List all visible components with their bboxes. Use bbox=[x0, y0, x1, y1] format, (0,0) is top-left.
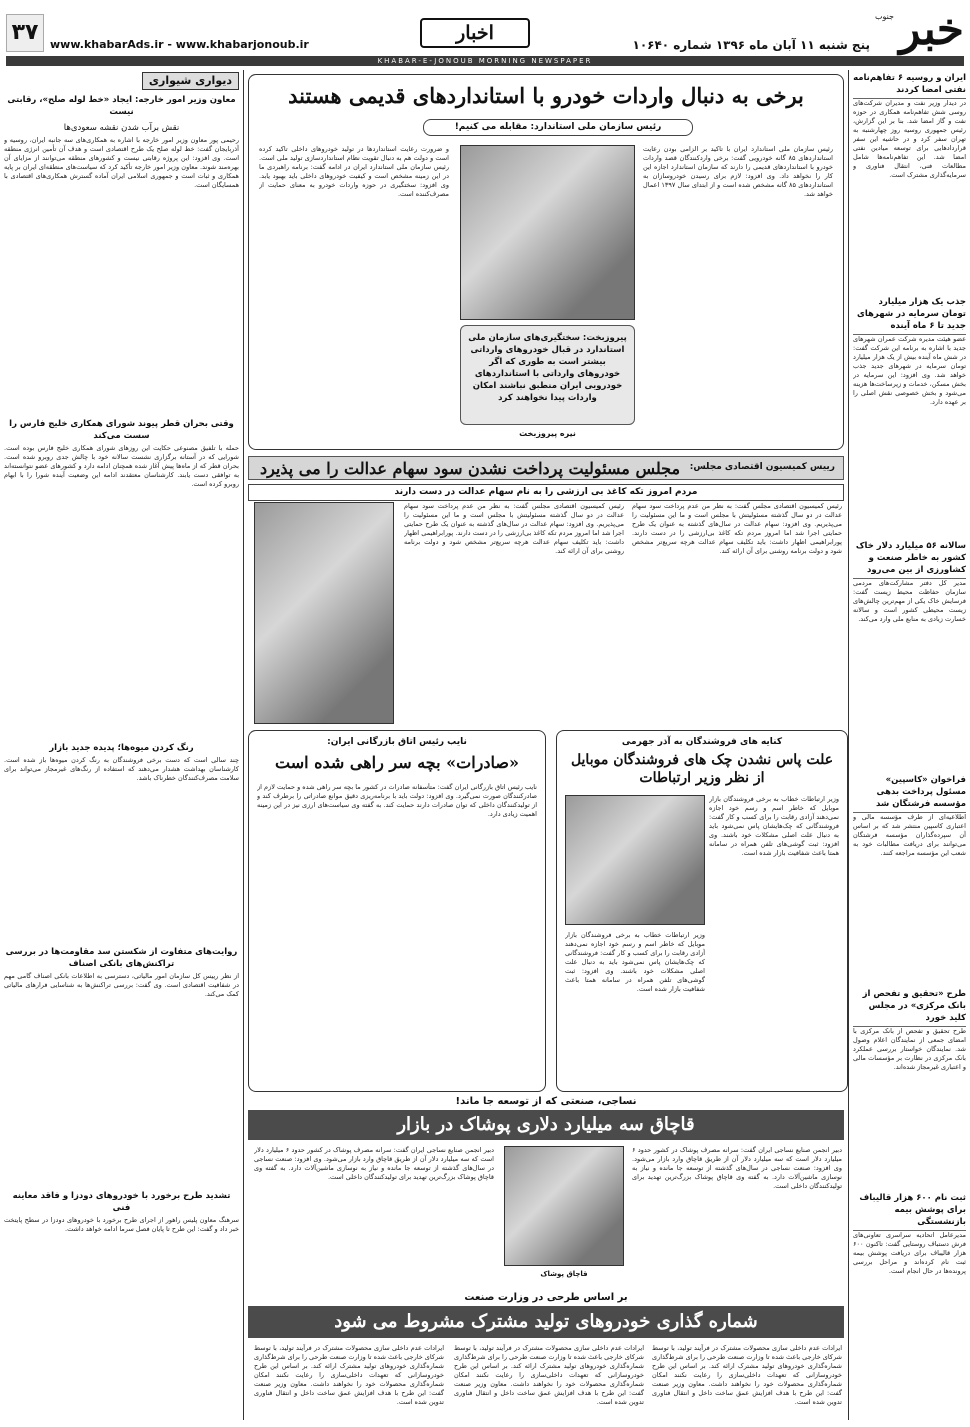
story-kicker: بر اساس طرحی در وزارت صنعت bbox=[464, 1292, 628, 1303]
column-story-text: سرهنگ معاون پلیس راهور از اجرای طرح برخورد با خودروهای دودزا در سطح پایتخت خبر داد و گفت: این طرح تا پایان فصل سرما ادامه خواهد داشت. bbox=[4, 1216, 239, 1233]
column-banner-label: دیواری شیواری bbox=[142, 72, 239, 90]
story-text: دبیر انجمن صنایع نساجی ایران گفت: سرانه مصرف پوشاک در کشور حدود ۶ میلیارد دلار است که سه میلیارد دلار آن از طریق قاچاق وارد بازار می‌شود. وی افزود: صنعت نساجی در سال‌های گذشته از توسعه جا مانده و نیاز به نوسازی ماشین‌آلات دارد. به گفته وی قاچاق پوشاک بزرگ‌ترین تهدید برای تولیدکنندگان داخلی است. bbox=[632, 1146, 842, 1190]
story-photo bbox=[504, 1146, 624, 1266]
story-text-3: ایرادات عدم داخلی سازی محصولات مشترک در فرآیند تولید، با توسط شرکای خارجی باعث شده تا وزارت صنعت طرحی را برای شرط‌گذاری شماره‌گذاری خودروهای تولید مشترک ارائه کند. بر اساس این طرح خودروسازانی که تعهدات داخلی‌سازی را رعایت نکنند امکان شماره‌گذاری محصولات خود را نخواهند داشت. معاون وزیر صنعت گفت: این طرح با هدف افزایش عمق ساخت داخل و انتقال فناوری تدوین شده است. bbox=[254, 1344, 444, 1406]
story-text-2: رئیس کمیسیون اقتصادی مجلس گفت: به نظر من عدم پرداخت سود سهام عدالت در دو سال گذشته مسئولیتش با مجلس است و ما این مسئولیت را می‌پذیریم. وی افزود: سهام عدالت در سال‌های گذشته به عنوان یک طرح حمایتی اجرا شد اما امروز مردم تکه کاغذ بی‌ارزشی را در دست دارند. پورابراهیمی اظهار داشت: باید تکلیف سهام عدالت هرچه سریع‌تر مشخص شود و دولت برنامه روشنی برای آن ارائه کند. bbox=[404, 502, 624, 555]
story-label: رییس کمیسیون اقتصادی مجلس: bbox=[689, 462, 835, 472]
story-text: نایب رئیس اتاق بازرگانی ایران گفت: متأسفانه صادرات در کشور ما بچه سر راهی شده و حمایت لازم از صادرکنندگان صورت نمی‌گیرد. وی افزود: دولت باید با برنامه‌ریزی دقیق موانع صادراتی را برطرف کند و از تولیدکنندگان داخلی که توان صادرات دارند حمایت کند. به گفته وی سیاست‌های ارزی نیز در این زمینه اهمیت زیادی دارد. bbox=[257, 783, 537, 818]
website-links[interactable]: www.khabarAds.ir - www.khabarjonoub.ir bbox=[50, 38, 309, 51]
sidebar-story bbox=[853, 1190, 966, 1410]
photo-caption: نیره پیروزبخت bbox=[519, 429, 576, 438]
column-story bbox=[4, 946, 239, 1186]
story-headline[interactable]: علت پاس نشدن چک های فروشندگان موبایل از نظر وزیر ارتباطات bbox=[570, 752, 834, 786]
story-text-right: رئیس سازمان ملی استاندارد ایران با تاکید بر الزامی بودن رعایت استانداردهای ۸۵ گانه خودرویی گفت: برخی واردکنندگان قصد واردات خودرو با استانداردهای قدیمی را دارند که سازمان استاندارد اجازه این کار را نخواهد داد. وی افزود: لازم برای رسیدن خودروسازان به استانداردهای ۸۵ گانه مشخص شده است و از ابتدای سال ۱۳۹۷ اعمال خواهد شد. bbox=[643, 145, 833, 198]
sidebar-story bbox=[853, 70, 966, 290]
story-standards bbox=[248, 74, 844, 450]
masthead-strip: KHABAR-E-JONOUB MORNING NEWSPAPER bbox=[6, 56, 964, 66]
column-story-title: روایت‌های متفاوت از شکستن سد مقاومت‌ها در بررسی تراکنش‌های بانکی اصناف bbox=[5, 947, 238, 969]
logo-subtitle: جنوب bbox=[874, 12, 894, 21]
column-story-title: وقتی بحران قطر پیوند شورای همکاری خلیج فارس را سست می‌کند bbox=[9, 419, 234, 441]
story-parliament-header bbox=[248, 456, 844, 480]
section-title: اخبار bbox=[420, 18, 530, 48]
sidebar-story-title: جذب یک هزار میلیارد تومان سرمایه در شهرهای جدید تا ۶ ماه آینده bbox=[853, 294, 966, 335]
column-story-subtitle: نقش برآب شدن نقشه سعودی‌ها bbox=[63, 123, 180, 133]
right-sidebar bbox=[848, 70, 966, 1420]
column-story-text: رحیمی پور معاون وزیر امور خارجه با اشاره به همکاری‌های سه جانبه ایران، روسیه و آذربایجان گفت: خط لوله صلح یک طرح اقتصادی است و هدف آن تأمین انرژی منطقه است. وی افزود: این پروژه رقابتی نیست و کشورهای منطقه می‌توانند از مزایای آن بهره‌مند شوند. معاون وزیر امور خارجه تأکید کرد که سیاست‌های منطقه‌ای ایران بر پایه همکاری و ثبات است و جمهوری اسلامی ایران آماده گسترش همکاری‌های اقتصادی با همسایگان است. bbox=[4, 136, 239, 189]
sidebar-story bbox=[853, 538, 966, 768]
left-column bbox=[4, 70, 244, 1420]
column-banner bbox=[4, 70, 239, 90]
sidebar-story-text: مدیر کل دفتر مشارکت‌های مردمی سازمان حفاظت محیط زیست گفت: فرسایش خاک یکی از مهم‌ترین چالش‌های زیست محیطی کشور است و سالانه خسارت زیادی به منابع ملی وارد می‌کند. bbox=[853, 579, 966, 623]
column-story bbox=[4, 94, 239, 414]
photo-caption: قاچاق پوشاک bbox=[540, 1270, 588, 1278]
story-headline[interactable]: قاچاق سه میلیارد دلاری پوشاک در بازار bbox=[397, 1114, 695, 1135]
story-headline[interactable]: برخی به دنبال واردات خودرو با استانداردهای قدیمی هستند bbox=[288, 83, 804, 108]
story-text: ایرادات عدم داخلی سازی محصولات مشترک در فرآیند تولید، با توسط شرکای خارجی باعث شده تا وزارت صنعت طرحی را برای شرط‌گذاری شماره‌گذاری خودروهای تولید مشترک ارائه کند. بر اساس این طرح خودروسازانی که تعهدات داخلی‌سازی را رعایت نکنند امکان شماره‌گذاری محصولات خود را نخواهند داشت. معاون وزیر صنعت گفت: این طرح با هدف افزایش عمق ساخت داخل و انتقال فناوری تدوین شده است. bbox=[652, 1344, 842, 1406]
sidebar-story-text: در دیدار وزیر نفت و مدیران شرکت‌های روسی شش تفاهم‌نامه همکاری در حوزه نفت و گاز امضا شد. بنا بر این گزارش، رئیس جمهوری روسیه روز چهارشنبه به تهران سفر کرد و در حاشیه این سفر قراردادهایی برای توسعه میادین نفتی امضا شد. این تفاهم‌نامه‌ها شامل مطالعات فنی، انتقال فناوری و سرمایه‌گذاری مشترک است. bbox=[853, 99, 966, 179]
column-story-title: تشدید طرح برخورد با خودروهای دودزا و فاقد معاینه فنی bbox=[12, 1191, 231, 1213]
sidebar-story-text: مدیرعامل اتحادیه سراسری تعاونی‌های فرش دستباف روستایی گفت: تاکنون ۶۰۰ هزار قالیباف برای دریافت پوشش بیمه ثبت نام کرده‌اند و مراحل بررسی پرونده‌ها در حال انجام است. bbox=[853, 1231, 966, 1275]
story-exports bbox=[248, 730, 546, 1092]
sidebar-story-text: اطلاعیه‌ای از طرف مؤسسه مالی و اعتباری کاسپین منتشر شد که بر اساس آن سپرده‌گذاران مؤسسه فرشتگان می‌توانند برای دریافت مطالبات خود به شعب این مؤسسه مراجعه کنند. bbox=[853, 813, 966, 857]
column-story bbox=[4, 1190, 239, 1420]
story-kicker: نایب رئیس اتاق بازرگانی ایران: bbox=[327, 737, 467, 747]
column-story-text: حمله با تلفیق مصنوعی حکایت این روزهای شورای همکاری خلیج فارس بوده است. شورایی که در آستانه برگزاری نشست سالانه خود با چالش جدی روبرو شده است. بحران قطر که از ماه‌ها پیش آغاز شده همچنان ادامه دارد و کشورهای عضو نتوانسته‌اند به توافقی دست یابند. کارشناسان معتقدند ادامه این وضعیت آینده شورا را با ابهام روبرو کرده است. bbox=[4, 444, 239, 488]
story-kicker: رئیس سازمان ملی استاندارد: مقابله می کنیم! bbox=[423, 119, 693, 136]
story-headline-band bbox=[248, 1110, 844, 1140]
story-photo bbox=[254, 502, 394, 724]
sidebar-story-title: طرح «تحقیق و تفحص از بانک مرکزی» در مجلس کلید خورد bbox=[853, 986, 966, 1027]
story-text-2: دبیر انجمن صنایع نساجی ایران گفت: سرانه مصرف پوشاک در کشور حدود ۶ میلیارد دلار است که سه میلیارد دلار آن از طریق قاچاق وارد بازار می‌شود. وی افزود: صنعت نساجی در سال‌های گذشته از توسعه جا مانده و نیاز به نوسازی ماشین‌آلات دارد. به گفته وی قاچاق پوشاک بزرگ‌ترین تهدید برای تولیدکنندگان داخلی است. bbox=[254, 1146, 494, 1181]
story-headline[interactable]: مجلس مسئولیت پرداخت نشدن سود سهام عدالت را می پذیرد bbox=[259, 459, 681, 478]
story-text-left: و ضرورت رعایت استانداردها در تولید خودروهای داخلی تاکید کرده است و دولت هم به دنبال تقویت نظام استانداردسازی تولید ملی است. رئیس سازمان ملی استاندارد ایران در ادامه گفت: برنامه راهبردی ما در این زمینه مشخص است و کیفیت خودروهای داخلی باید بهبود یابد. وی افزود: سختگیری در حوزه واردات خودرو به معنای حمایت از مصرف‌کننده است. bbox=[259, 145, 449, 198]
sidebar-story bbox=[853, 772, 966, 982]
column-story-title: رنگ کردن میوه‌ها؛ پدیده جدید بازار bbox=[49, 743, 194, 753]
issue-date: پنج شنبه ۱۱ آبان ماه ۱۳۹۶ شماره ۱۰۶۴۰ bbox=[632, 38, 870, 52]
story-photo bbox=[460, 145, 635, 320]
pull-quote: پیروزبخت: سختگیری‌های سازمان ملی استاندارد در قبال خودروهای وارداتی بیشتر است به طوری که اگر خودروهای وارداتی با استانداردهای خودرویی ایران منطبق نباشند امکان واردات پیدا نخواهند کرد bbox=[460, 325, 635, 425]
story-kicker: نساجی، صنعتی که از توسعه جا ماند! bbox=[455, 1096, 637, 1107]
sidebar-story bbox=[853, 986, 966, 1186]
sidebar-story-text: طرح تحقیق و تفحص از بانک مرکزی با امضای جمعی از نمایندگان اعلام وصول شد. نمایندگان خواستار بررسی عملکرد بانک مرکزی در نظارت بر مؤسسات مالی و اعتباری غیرمجاز شده‌اند. bbox=[853, 1027, 966, 1071]
sidebar-story-title: ثبت نام ۶۰۰ هزار قالیباف برای پوشش بیمه بازنشستگی bbox=[853, 1190, 966, 1231]
main-content bbox=[248, 70, 848, 1420]
story-photo bbox=[565, 795, 705, 925]
newspaper-logo[interactable] bbox=[874, 4, 964, 55]
story-text-2: ایرادات عدم داخلی سازی محصولات مشترک در فرآیند تولید، با توسط شرکای خارجی باعث شده تا وزارت صنعت طرحی را برای شرط‌گذاری شماره‌گذاری خودروهای تولید مشترک ارائه کند. بر اساس این طرح خودروسازانی که تعهدات داخلی‌سازی را رعایت نکنند امکان شماره‌گذاری محصولات خود را نخواهند داشت. معاون وزیر صنعت گفت: این طرح با هدف افزایش عمق ساخت داخل و انتقال فناوری تدوین شده است. bbox=[454, 1344, 644, 1406]
story-headline[interactable]: شماره گذاری خودروهای تولید مشترک مشروط می شود bbox=[334, 1311, 758, 1332]
sidebar-story bbox=[853, 294, 966, 534]
column-story bbox=[4, 418, 239, 738]
story-subhead: مردم امروز تکه کاغذ بی ارزشی را به نام سهام عدالت در دست دارند bbox=[248, 484, 844, 501]
story-text: وزیر ارتباطات خطاب به برخی فروشندگان بازار موبایل که خاطر اسم و رسم خود اجازه نمی‌دهند آزادی رقابت را برای کسب و کار گفت: فروشندگانی که چک‌هایشان پاس نمی‌شود باید به دنبال علت اصلی مشکلات خود باشند. وی افزود: ثبت گوشی‌های تلفن همراه در سامانه همتا باعث شفافیت بازار شده است. bbox=[709, 795, 839, 857]
sidebar-story-title: ایران و روسیه ۶ تفاهم‌نامه نفتی امضا کردند bbox=[853, 70, 966, 99]
story-text-2: وزیر ارتباطات خطاب به برخی فروشندگان بازار موبایل که خاطر اسم و رسم خود اجازه نمی‌دهند آزادی رقابت را برای کسب و کار گفت: فروشندگانی که چک‌هایشان پاس نمی‌شود باید به دنبال علت اصلی مشکلات خود باشند. وی افزود: ثبت گوشی‌های تلفن همراه در سامانه همتا باعث شفافیت بازار شده است. bbox=[565, 931, 705, 993]
logo-text: خبر bbox=[899, 4, 964, 55]
story-headline-band bbox=[248, 1306, 844, 1338]
page-number: ۳۷ bbox=[6, 14, 44, 52]
sidebar-story-title: سالانه ۵۶ میلیارد دلار خاک کشور به خاطر صنعت و کشاورزی از بین می‌رود bbox=[853, 538, 966, 579]
story-text: رئیس کمیسیون اقتصادی مجلس گفت: به نظر من عدم پرداخت سود سهام عدالت در دو سال گذشته مسئولیتش با مجلس است و ما این مسئولیت را می‌پذیریم. وی افزود: سهام عدالت در سال‌های گذشته به عنوان یک طرح حمایتی اجرا شد اما امروز مردم تکه کاغذ بی‌ارزشی را در دست دارند. پورابراهیمی اظهار داشت: باید تکلیف سهام عدالت هرچه سریع‌تر مشخص شود و دولت برنامه روشنی برای آن ارائه کند. bbox=[632, 502, 842, 555]
masthead bbox=[0, 0, 970, 74]
story-mobile-sellers bbox=[556, 730, 848, 1092]
column-story bbox=[4, 742, 239, 942]
story-kicker: کنایه های فروشندگان به آذر جهرمی bbox=[621, 737, 783, 747]
column-story-text: از نظر رییس کل سازمان امور مالیاتی، دسترسی به اطلاعات بانکی اصناف گامی مهم در شفافیت اقتصادی است. وی گفت: بررسی تراکنش‌ها به شناسایی فرارهای مالیاتی کمک می‌کند. bbox=[4, 972, 239, 998]
column-story-text: چند سالی است که دست برخی فروشندگان به رنگ کردن میوه‌ها باز شده است. کارشناسان بهداشت هشدار می‌دهند که استفاده از رنگ‌های غیرمجاز می‌تواند برای سلامت مصرف‌کنندگان خطرناک باشد. bbox=[4, 756, 239, 782]
sidebar-story-title: فراخوان «کاسپین» مسئول پرداخت بدهی مؤسسه فرشتگان شد bbox=[853, 772, 966, 813]
column-story-title: معاون وزیر امور خارجه: ایجاد «خط لوله صلح»، رقابتی نیست bbox=[7, 95, 236, 117]
story-headline[interactable]: «صادرات» بچه سر راهی شده است bbox=[275, 753, 519, 772]
sidebar-story-text: عضو هیئت مدیره شرکت عمران شهرهای جدید با اشاره به برنامه این شرکت گفت: در شش ماه آینده بیش از یک هزار میلیارد تومان سرمایه در شهرهای جدید جذب خواهد شد. وی افزود: این سرمایه در بخش مسکن، خدمات و زیرساخت‌ها هزینه می‌شود و بخش خصوصی نقش اصلی را بر عهده دارد. bbox=[853, 335, 966, 406]
